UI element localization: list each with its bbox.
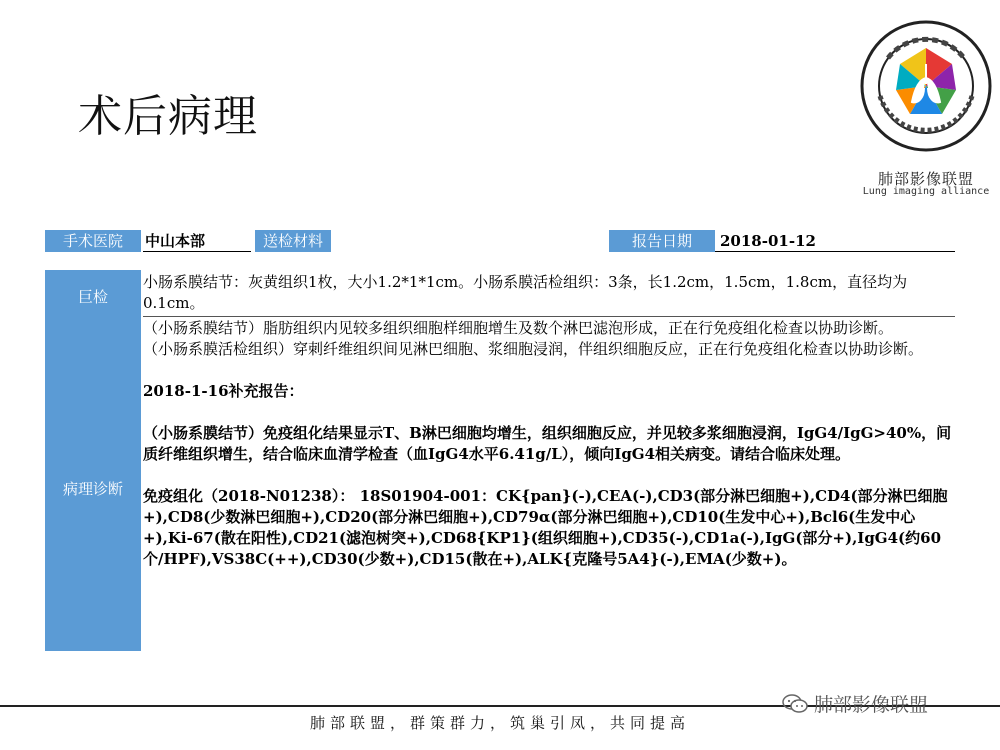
logo-cn-text: 肺部影像联盟: [877, 170, 974, 188]
diagnosis-body: [143, 318, 955, 570]
wechat-icon: [782, 694, 808, 714]
section-divider: [143, 316, 955, 317]
hospital-underline: [143, 251, 251, 252]
gross-text: 小肠系膜结节：灰黄组织1枚，大小1.2*1*1cm。小肠系膜活检组织：3条，长1.2cm，1.5cm，1.8cm，直径均为0.1cm。: [143, 273, 908, 312]
diagnosis-label: 病理诊断: [62, 480, 123, 498]
hospital-label: 手术医院: [45, 230, 141, 252]
report-date-underline: [715, 251, 955, 252]
logo-en-text: Lung imaging alliance: [862, 186, 990, 197]
watermark: [782, 690, 928, 717]
watermark-text: 肺部影像联盟: [814, 694, 929, 716]
slide-title: 术后病理: [78, 91, 258, 142]
hospital-value: 中山本部: [145, 232, 206, 250]
diagnosis-paragraph-2: （小肠系膜活检组织）穿刺纤维组织间见淋巴细胞、浆细胞浸润，伴组织细胞反应，正在行免疫组化检查以协助诊断。: [143, 340, 924, 358]
ihc-text: 免疫组化（2018-N01238）： 18S01904-001：CK{pan}(-),CEA(-),CD3(部分淋巴细胞+),CD4(部分淋巴细胞+),CD8(少数淋巴细胞+),CD20(部分淋巴细胞+),CD79α(部分淋巴细胞+),CD10(生发中心+),Bcl6(生发中心+),Ki-67(散在阳性),CD21(滤泡树突+),CD68{KP1}(组织细胞+),CD35(-),CD1a(-),IgG(部分+),IgG4(约60个/HPF),VS38C(++),CD30(少数+),CD15(散在+),ALK{克隆号5A4}(-),EMA(少数+)。: [143, 487, 948, 568]
label-column: [45, 270, 141, 651]
footer-slogan: 肺部联盟，群策群力，筑巢引凤，共同提高: [309, 714, 690, 732]
gross-label: 巨检: [77, 288, 108, 306]
material-label: 送检材料: [255, 230, 331, 252]
supplement-text: （小肠系膜结节）免疫组化结果显示T、B淋巴细胞均增生，组织细胞反应，并见较多浆细胞浸润，IgG4/IgG>40%，间质纤维组织增生，结合临床血清学检查（血IgG4水平6.41g/L），倾向IgG4相关病变。请结合临床处理。: [143, 424, 952, 463]
report-date-value: 2018-01-12: [720, 232, 816, 250]
report-date-label: 报告日期: [609, 230, 715, 252]
supplement-title: 2018-1-16补充报告：: [143, 382, 304, 400]
lung-imaging-alliance-logo: [858, 18, 994, 197]
diagnosis-paragraph-1: （小肠系膜结节）脂肪组织内见较多组织细胞样细胞增生及数个淋巴滤泡形成，正在行免疫组化检查以协助诊断。: [143, 319, 894, 337]
